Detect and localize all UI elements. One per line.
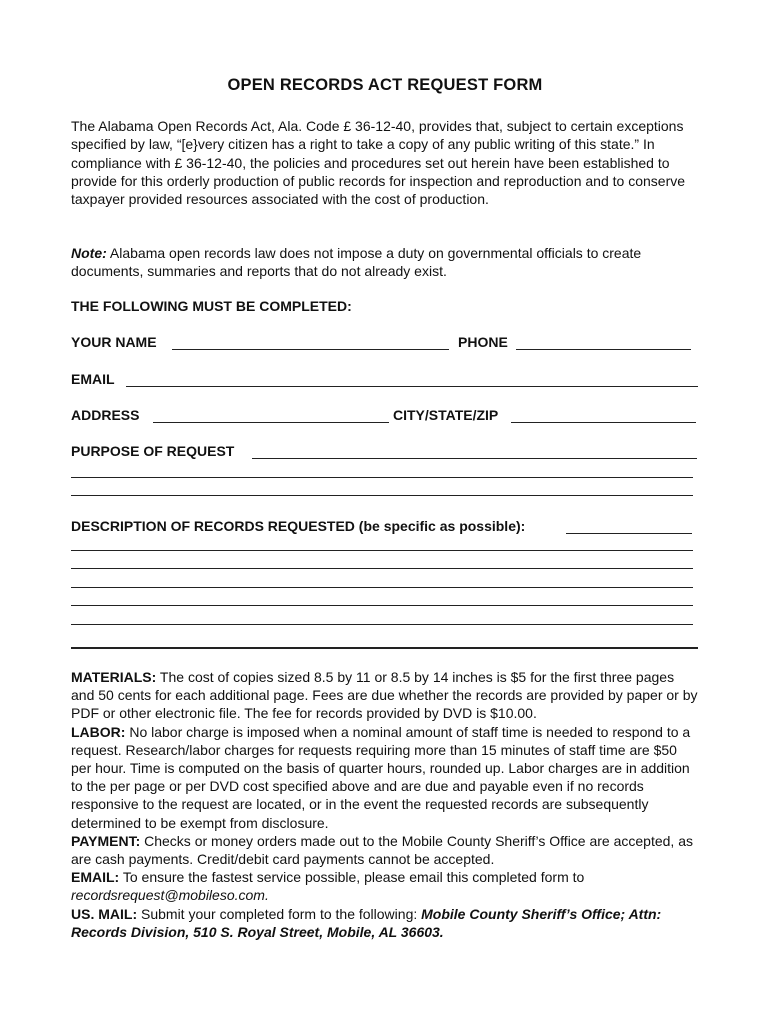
mail-text: Submit your completed form to the following: — [137, 905, 422, 922]
labor-text: No labor charge is imposed when a nominal amount of staff time is needed to respond to a request. Research/labor charges for requests requiring more than 15 minutes of staff time are $50 per hour. Time is computed on the basis of quarter hours, rounded up. Labor charges are in addition to the per page or per DVD cost specified above and are due and payable even if no records responsive to the request are located, or in the event the requested records are subsequently determined to be exempt from disclosure. — [71, 723, 691, 831]
email-instructions-label: EMAIL: — [71, 869, 120, 886]
description-line[interactable] — [71, 550, 693, 551]
description-line[interactable] — [71, 624, 693, 625]
email-instructions-text: To ensure the fastest service possible, please email this completed form to — [119, 869, 585, 886]
address-row — [71, 407, 699, 427]
payment-text: Checks or money orders made out to the Mobile County Sheriff’s Office are accepted, as are cash payments. Credit/debit card payments cannot be accepted. — [71, 832, 693, 868]
description-line[interactable] — [71, 568, 693, 569]
address-label: ADDRESS — [71, 407, 140, 423]
email-row — [71, 371, 699, 391]
purpose-line[interactable] — [71, 477, 693, 478]
email-address-link[interactable]: recordsrequest@mobileso.com. — [71, 887, 269, 904]
payment-label: PAYMENT: — [71, 832, 141, 849]
page-title: OPEN RECORDS ACT REQUEST FORM — [227, 76, 543, 94]
description-label — [71, 518, 525, 534]
description-hint: (be specific as possible): — [354, 518, 526, 534]
purpose-label: PURPOSE OF REQUEST — [71, 443, 235, 459]
phone-label: PHONE — [458, 334, 508, 350]
address-field[interactable] — [153, 422, 389, 423]
materials-label: MATERIALS: — [71, 669, 157, 685]
mail-label: US. MAIL: — [71, 905, 138, 922]
email-field[interactable] — [126, 386, 698, 387]
note-paragraph — [71, 244, 699, 281]
name-label: YOUR NAME — [71, 334, 157, 350]
intro-paragraph: The Alabama Open Records Act, Ala. Code £ 36-12-40, provides that, subject to certain exceptions specified by law, “[e}very citizen has a right to take a copy of any public writing of this state.” In compliance with £ 36-12-40, the policies and procedures set out herein have been established to provide for this orderly production of public records for inspection and reproduction and to conserve taxpayer provided resources associated with the cost of production. — [71, 118, 686, 208]
purpose-line[interactable] — [71, 495, 693, 496]
section-divider — [71, 647, 698, 649]
note-label: Note: — [71, 245, 107, 261]
purpose-field[interactable] — [252, 458, 697, 459]
mail-address: Mobile County Sheriff’s Office; Attn: Records Division, 510 S. Royal Street, Mobile, AL 36603. — [71, 905, 662, 940]
name-phone-row — [71, 334, 699, 354]
labor-label: LABOR: — [71, 723, 126, 740]
city-state-zip-field[interactable] — [511, 422, 696, 423]
description-line[interactable] — [71, 605, 693, 606]
description-field[interactable] — [566, 533, 692, 534]
description-row — [71, 518, 699, 538]
description-line[interactable] — [71, 587, 693, 588]
email-label: EMAIL — [71, 371, 115, 387]
city-state-zip-label: CITY/STATE/ZIP — [393, 407, 499, 423]
name-field[interactable] — [172, 349, 449, 350]
note-text: Alabama open records law does not impose a duty on governmental officials to create documents, summaries and reports that do not already exist. — [71, 245, 642, 280]
phone-field[interactable] — [516, 349, 691, 350]
fees-section — [71, 668, 699, 941]
purpose-row — [71, 443, 699, 463]
description-label-text: DESCRIPTION OF RECORDS REQUESTED — [71, 518, 355, 534]
materials-text: The cost of copies sized 8.5 by 11 or 8.5 by 14 inches is $5 for the first three pages and 50 cents for each additional page. Fees are due whether the records are provided by paper or by PDF or other electronic file. The fee for records provided by DVD is $10.00. — [71, 669, 698, 722]
must-complete-heading: THE FOLLOWING MUST BE COMPLETED: — [71, 298, 352, 314]
